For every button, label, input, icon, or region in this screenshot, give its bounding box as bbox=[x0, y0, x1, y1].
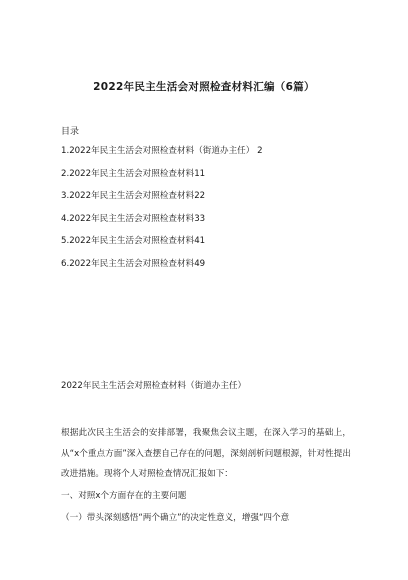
table-of-contents bbox=[61, 145, 263, 281]
section-title: 2022年民主生活会对照检查材料（街道办主任） bbox=[61, 381, 247, 391]
toc-item[interactable]: 3.2022年民主生活会对照检查材料22 bbox=[61, 191, 206, 202]
toc-item[interactable]: 1.2022年民主生活会对照检查材料（街道办主任） 2 bbox=[61, 146, 263, 156]
toc-heading: 目录 bbox=[61, 127, 80, 137]
toc-item[interactable]: 6.2022年民主生活会对照检查材料49 bbox=[61, 258, 206, 269]
toc-item[interactable]: 2.2022年民主生活会对照检查材料11 bbox=[61, 168, 206, 179]
section-heading: 一、对照x个方面存在的主要问题 bbox=[61, 491, 187, 501]
subsection-heading: （一）带头深刻感悟“两个确立”的决定性意义，增强“四个意 bbox=[61, 513, 290, 523]
toc-item[interactable]: 5.2022年民主生活会对照检查材料41 bbox=[61, 236, 206, 247]
document-title: 2022年民主生活会对照检查材料汇编（6篇） bbox=[93, 81, 315, 93]
intro-paragraph: 根据此次民主生活会的安排部署，我聚焦会议主题，在深入学习的基础上，从“x个重点方面”深入查摆自己存在的问题，深刻剖析问题根源，针对性提出改进措施。现将个人对照检查情况汇报如下： bbox=[61, 428, 351, 479]
toc-item[interactable]: 4.2022年民主生活会对照检查材料33 bbox=[61, 213, 206, 224]
